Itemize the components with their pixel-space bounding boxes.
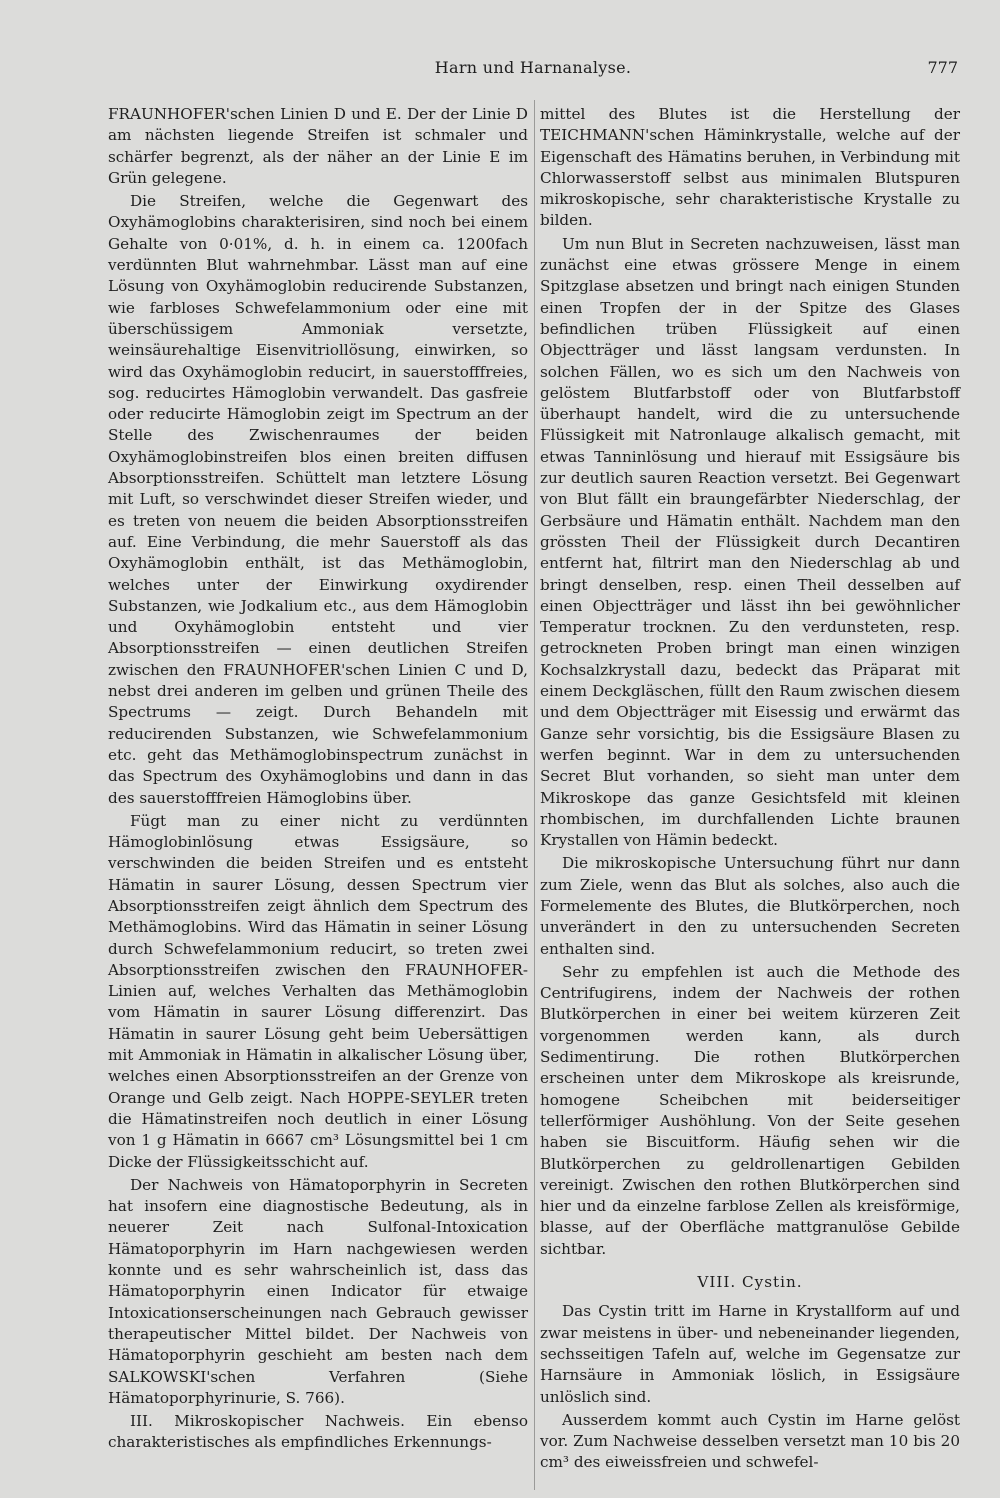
left-column: [108, 104, 528, 1454]
page-header: [108, 58, 958, 88]
left-paragraph-4: Der Nachweis von Hämatoporphyrin in Secreten hat insofern eine diagnostische Bedeutung, als in neuerer Zeit nach Sulfonal-Intoxication Hämatoporphyrin im Harn nachgewiesen werden konnte und es sehr wahrscheinlich ist, dass das Hämatoporphyrin einen Indicator für etwaige Intoxicationserscheinungen nach Gebrauch gewisser therapeutischer Mittel bildet. Der Nachweis von Hämatoporphyrin geschieht am besten nach dem SALKOWSKI'schen Verfahren (Siehe Hämatoporphyrinurie, S. 766).: [108, 1175, 528, 1407]
section-title: VIII. Cystin.: [697, 1273, 803, 1292]
column-divider: [534, 100, 535, 1490]
right-paragraph-5: Das Cystin tritt im Harne in Krystallform auf und zwar meistens in über- und nebeneinander liegenden, sechsseitigen Tafeln auf, welche im Gegensatze zur Harnsäure in Ammoniak löslich, in Essigsäure unlöslich sind.: [540, 1302, 960, 1406]
left-paragraph-2: Die Streifen, welche die Gegenwart des Oxyhämoglobins charakterisiren, sind noch bei einem Gehalte von 0·01%, d. h. in einem ca. 1200fach verdünnten Blut wahrnehmbar. Lässt man auf eine Lösung von Oxyhämoglobin reducirende Substanzen, wie farbloses Schwefelammonium oder eine mit überschüssigem Ammoniak versetzte, weinsäurehaltige Eisenvitriollösung, einwirken, so wird das Oxyhämoglobin reducirt, in sauerstofffreies, sog. reducirtes Hämoglobin verwandelt. Das gasfreie oder reducirte Hämoglobin zeigt im Spectrum an der Stelle des Zwischenraumes der beiden Oxyhämoglobinstreifen blos einen breiten diffusen Absorptionsstreifen. Schüttelt man letztere Lösung mit Luft, so verschwindet dieser Streifen wieder, und es treten von neuem die beiden Absorptionsstreifen auf. Eine Verbindung, die mehr Sauerstoff als das Oxyhämoglobin enthält, ist das Methämoglobin, welches unter der Einwirkung oxydirender Substanzen, wie Jodkalium etc., aus dem Hämoglobin und Oxyhämoglobin entsteht und vier Absorptionsstreifen — einen deutlichen Streifen zwischen den FRAUNHOFER'schen Linien C und D, nebst drei anderen im gelben und grünen Theile des Spectrums — zeigt. Durch Behandeln mit reducirenden Substanzen, wie Schwefelammonium etc. geht das Methämoglobinspectrum zunächst in das Spectrum des Oxyhämoglobins und dann in das des sauerstofffreien Hämoglobins über.: [108, 192, 528, 807]
right-paragraph-1: mittel des Blutes ist die Herstellung der TEICHMANN'schen Häminkrystalle, welche auf der Eigenschaft des Hämatins beruhen, in Verbindung mit Chlorwasserstoff selbst aus minimalen Blutspuren mikroskopische, sehr charakteristische Krystalle zu bilden.: [540, 105, 960, 230]
left-paragraph-5: III. Mikroskopischer Nachweis. Ein ebenso charakteristisches als empfindliches Erkennungs-: [108, 1412, 528, 1452]
right-paragraph-4: Sehr zu empfehlen ist auch die Methode des Centrifugirens, indem der Nachweis der rothen Blutkörperchen in einer bei weitem kürzeren Zeit vorgenommen werden kann, als durch Sedimentirung. Die rothen Blutkörperchen erscheinen unter dem Mikroskope als kreisrunde, homogene Scheibchen mit beiderseitiger tellerförmiger Aushöhlung. Von der Seite gesehen haben sie Biscuitform. Häufig sehen wir die Blutkörperchen zu geldrollenartigen Gebilden vereinigt. Zwischen den rothen Blutkörperchen sind hier und da einzelne farblose Zellen als kreisförmige, blasse, auf der Oberfläche mattgranulöse Gebilde sichtbar.: [540, 962, 960, 1258]
left-paragraph-3: Fügt man zu einer nicht zu verdünnten Hämoglobinlösung etwas Essigsäure, so verschwinden die beiden Streifen und es entsteht Hämatin in saurer Lösung, dessen Spectrum vier Absorptionsstreifen zeigt ähnlich dem Spectrum des Methämoglobins. Wird das Hämatin in seiner Lösung durch Schwefelammonium reducirt, so treten zwei Absorptionsstreifen zwischen den FRAUNHOFER-Linien auf, welches Verhalten das Methämoglobin vom Hämatin in saurer Lösung differenzirt. Das Hämatin in saurer Lösung geht beim Uebersättigen mit Ammoniak in Hämatin in alkalischer Lösung über, welches einen Absorptionsstreifen an der Grenze von Orange und Gelb zeigt. Nach HOPPE-SEYLER treten die Hämatinstreifen noch deutlich in einer Lösung von 1 g Hämatin in 6667 cm³ Lösungsmittel bei 1 cm Dicke der Flüssigkeitsschicht auf.: [108, 811, 528, 1171]
right-column: [540, 104, 960, 1474]
right-paragraph-2: Um nun Blut in Secreten nachzuweisen, lässt man zunächst eine etwas grössere Menge in einem Spitzglase absetzen und bringt nach einigen Stunden einen Tropfen der in der Spitze des Glases befindlichen trüben Flüssigkeit auf einen Objectträger und lässt langsam verdunsten. In solchen Fällen, wo es sich um den Nachweis von gelöstem Blutfarbstoff oder von Blutfarbstoff überhaupt handelt, wird die zu untersuchende Flüssigkeit mit Natronlauge alkalisch gemacht, mit etwas Tanninlösung und hierauf mit Essigsäure bis zur deutlich sauren Reaction versetzt. Bei Gegenwart von Blut fällt ein braungefärbter Niederschlag, der Gerbsäure und Hämatin enthält. Nachdem man den grössten Theil der Flüssigkeit durch Decantiren entfernt hat, filtrirt man den Niederschlag ab und bringt denselben, resp. einen Theil desselben auf einen Objectträger und lässt ihn bei gewöhnlicher Temperatur trocknen. Zu den verdunsteten, resp. getrockneten Proben bringt man einen winzigen Kochsalzkrystall dazu, bedeckt das Präparat mit einem Deckgläschen, füllt den Raum zwischen diesem und dem Objectträger mit Eisessig und erwärmt das Ganze sehr vorsichtig, bis die Essigsäure Blasen zu werfen beginnt. War in dem zu untersuchenden Secret Blut vorhanden, so sieht man unter dem Mikroskope das ganze Gesichtsfeld mit kleinen rhombischen, im durchfallenden Lichte braunen Krystallen von Hämin bedeckt.: [540, 234, 960, 850]
left-paragraph-1: FRAUNHOFER'schen Linien D und E. Der der Linie D am nächsten liegende Streifen ist schmaler und schärfer begrenzt, als der näher an der Linie E im Grün gelegene.: [108, 105, 528, 187]
right-paragraph-6: Ausserdem kommt auch Cystin im Harne gelöst vor. Zum Nachweise desselben versetzt man 10 bis 20 cm³ des eiweissfreien und schwefel-: [540, 1410, 960, 1472]
page-number: 777: [927, 58, 958, 77]
running-title: Harn und Harnanalyse.: [434, 58, 632, 77]
right-paragraph-3: Die mikroskopische Untersuchung führt nur dann zum Ziele, wenn das Blut als solches, also auch die Formelemente des Blutes, die Blutkörperchen, noch unverändert in den zu untersuchenden Secreten enthalten sind.: [540, 854, 960, 958]
